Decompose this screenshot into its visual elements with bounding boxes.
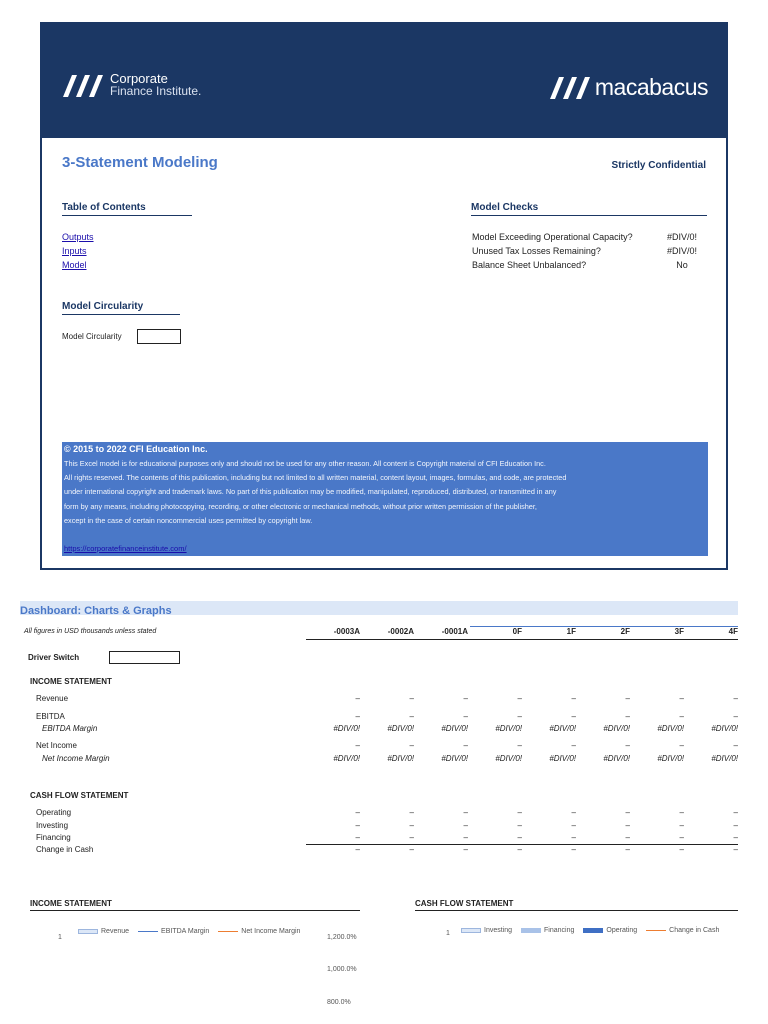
legend-label: EBITDA Margin bbox=[161, 928, 210, 935]
total-rule bbox=[306, 844, 738, 845]
y-tick: 1,000.0% bbox=[327, 966, 357, 973]
legend-swatch bbox=[138, 931, 158, 932]
row-value: – bbox=[571, 833, 576, 842]
table-row bbox=[0, 724, 768, 736]
row-value: #DIV/0! bbox=[657, 754, 684, 763]
row-value: – bbox=[625, 712, 630, 721]
circularity-label: Model Circularity bbox=[62, 332, 122, 341]
row-value: – bbox=[571, 845, 576, 854]
table-row bbox=[0, 845, 768, 857]
row-value: – bbox=[355, 821, 360, 830]
row-value: #DIV/0! bbox=[495, 754, 522, 763]
row-value: – bbox=[409, 741, 414, 750]
row-label: EBITDA Margin bbox=[42, 724, 98, 733]
macabacus-logo bbox=[547, 72, 708, 102]
row-value: – bbox=[517, 845, 522, 854]
legend-swatch bbox=[218, 931, 238, 932]
legend-item bbox=[646, 927, 719, 934]
row-value: – bbox=[733, 845, 738, 854]
column-header: -0003A bbox=[333, 627, 360, 636]
legend-swatch bbox=[583, 928, 603, 933]
legend-swatch bbox=[78, 929, 98, 934]
row-value: – bbox=[571, 694, 576, 703]
row-value: – bbox=[463, 694, 468, 703]
legend-label: Financing bbox=[544, 927, 575, 934]
header-rule bbox=[470, 639, 738, 640]
copyright-heading: © 2015 to 2022 CFI Education Inc. bbox=[64, 444, 208, 454]
toc-link-inputs[interactable]: Inputs bbox=[62, 246, 87, 256]
row-label: EBITDA bbox=[36, 712, 65, 721]
toc-link-model[interactable]: Model bbox=[62, 260, 87, 270]
row-label: Investing bbox=[36, 821, 69, 830]
row-value: – bbox=[409, 808, 414, 817]
income-chart-axis-label: 1 bbox=[58, 934, 62, 941]
column-header: 1F bbox=[566, 627, 576, 636]
income-chart-legend bbox=[78, 928, 309, 935]
row-value: #DIV/0! bbox=[657, 724, 684, 733]
row-value: #DIV/0! bbox=[603, 724, 630, 733]
row-value: #DIV/0! bbox=[333, 754, 360, 763]
table-row bbox=[0, 741, 768, 753]
row-value: #DIV/0! bbox=[495, 724, 522, 733]
row-value: – bbox=[517, 712, 522, 721]
circularity-heading: Model Circularity bbox=[62, 301, 180, 315]
check-value: No bbox=[676, 260, 688, 270]
dashboard-title: Dashboard: Charts & Graphs bbox=[20, 605, 172, 617]
row-value: – bbox=[355, 808, 360, 817]
row-value: – bbox=[679, 808, 684, 817]
row-value: – bbox=[571, 808, 576, 817]
legend-swatch bbox=[461, 928, 481, 933]
income-chart-heading: INCOME STATEMENT bbox=[30, 899, 360, 911]
row-value: – bbox=[679, 694, 684, 703]
brand-left-line1: Corporate bbox=[110, 71, 168, 86]
website-link[interactable]: https://corporatefinanceinstitute.com/ bbox=[64, 544, 187, 553]
cash-heading: CASH FLOW STATEMENT bbox=[30, 791, 129, 800]
row-value: – bbox=[679, 741, 684, 750]
income-heading-row bbox=[0, 677, 768, 689]
copyright-line: This Excel model is for educational purposes only and should not be used for any other reason. All content is Copyright material of CFI Education Inc. bbox=[64, 459, 546, 468]
row-value: – bbox=[679, 833, 684, 842]
legend-label: Net Income Margin bbox=[241, 928, 301, 935]
row-value: – bbox=[679, 712, 684, 721]
legend-label: Operating bbox=[606, 927, 638, 934]
row-value: – bbox=[409, 694, 414, 703]
legend-swatch bbox=[521, 928, 541, 933]
column-header: -0002A bbox=[387, 627, 414, 636]
checks-heading: Model Checks bbox=[471, 202, 707, 216]
check-row bbox=[472, 260, 702, 270]
table-row bbox=[0, 694, 768, 706]
row-value: – bbox=[409, 833, 414, 842]
row-value: – bbox=[625, 808, 630, 817]
copyright-line: under international copyright and trademark laws. No part of this publication may be modified, manipulated, reproduced, distributed, or transmitted in any bbox=[64, 487, 557, 497]
row-value: – bbox=[355, 741, 360, 750]
row-value: #DIV/0! bbox=[711, 724, 738, 733]
column-header: 2F bbox=[620, 627, 630, 636]
check-value: #DIV/0! bbox=[666, 246, 697, 256]
legend-label: Revenue bbox=[101, 928, 130, 935]
cash-chart-axis-label: 1 bbox=[446, 930, 450, 937]
row-label: Net Income bbox=[36, 741, 77, 750]
row-value: – bbox=[517, 821, 522, 830]
row-value: – bbox=[517, 741, 522, 750]
driver-switch-label: Driver Switch bbox=[28, 653, 80, 662]
row-value: – bbox=[463, 741, 468, 750]
copyright-block bbox=[62, 442, 708, 556]
row-label: Change in Cash bbox=[36, 845, 94, 854]
check-row bbox=[472, 246, 702, 256]
row-value: – bbox=[571, 821, 576, 830]
row-value: – bbox=[517, 833, 522, 842]
row-label: Net Income Margin bbox=[42, 754, 110, 763]
row-value: – bbox=[409, 712, 414, 721]
row-value: #DIV/0! bbox=[549, 754, 576, 763]
row-value: – bbox=[463, 833, 468, 842]
cover-sheet bbox=[40, 22, 728, 570]
row-value: – bbox=[625, 694, 630, 703]
income-heading: INCOME STATEMENT bbox=[30, 677, 112, 686]
row-value: #DIV/0! bbox=[603, 754, 630, 763]
row-value: – bbox=[463, 808, 468, 817]
row-value: – bbox=[355, 694, 360, 703]
table-row bbox=[0, 808, 768, 820]
row-value: #DIV/0! bbox=[387, 754, 414, 763]
header-rule bbox=[306, 639, 470, 640]
column-header: -0001A bbox=[441, 627, 468, 636]
row-value: – bbox=[733, 821, 738, 830]
brand-left-line2: Finance Institute. bbox=[110, 84, 202, 98]
copyright-line: except in the case of certain noncommercial uses permitted by copyright law. bbox=[64, 515, 313, 525]
row-value: – bbox=[463, 712, 468, 721]
check-row bbox=[472, 232, 702, 242]
row-value: #DIV/0! bbox=[441, 754, 468, 763]
row-label: Revenue bbox=[36, 694, 69, 703]
legend-item bbox=[78, 928, 129, 935]
row-value: #DIV/0! bbox=[387, 724, 414, 733]
dashboard-header bbox=[20, 601, 738, 615]
row-value: – bbox=[409, 821, 414, 830]
legend-item bbox=[521, 927, 574, 934]
row-value: – bbox=[355, 845, 360, 854]
macabacus-logo-icon bbox=[547, 72, 593, 102]
row-value: #DIV/0! bbox=[549, 724, 576, 733]
row-value: #DIV/0! bbox=[711, 754, 738, 763]
row-value: – bbox=[733, 712, 738, 721]
driver-switch-input[interactable] bbox=[109, 651, 180, 664]
legend-item bbox=[138, 928, 209, 935]
row-value: – bbox=[463, 845, 468, 854]
column-header: 0F bbox=[512, 627, 522, 636]
legend-item bbox=[461, 927, 512, 934]
copyright-line: All rights reserved. The contents of this publication, including but not limited to all written material, content layout, images, formulas, and code, are protected bbox=[64, 473, 567, 483]
row-value: – bbox=[409, 845, 414, 854]
toc-heading: Table of Contents bbox=[62, 202, 192, 216]
row-label: Financing bbox=[36, 833, 71, 842]
row-value: – bbox=[625, 821, 630, 830]
confidential-label: Strictly Confidential bbox=[611, 160, 706, 171]
column-header: 3F bbox=[674, 627, 684, 636]
row-value: – bbox=[517, 694, 522, 703]
row-value: – bbox=[679, 821, 684, 830]
check-label: Balance Sheet Unbalanced? bbox=[472, 260, 587, 270]
check-label: Unused Tax Losses Remaining? bbox=[472, 246, 601, 256]
row-value: – bbox=[625, 845, 630, 854]
row-value: – bbox=[733, 694, 738, 703]
row-value: – bbox=[733, 741, 738, 750]
row-value: – bbox=[571, 741, 576, 750]
cfi-logo-icon bbox=[60, 70, 106, 100]
table-row bbox=[0, 712, 768, 724]
row-value: #DIV/0! bbox=[333, 724, 360, 733]
row-value: – bbox=[733, 833, 738, 842]
toc-link-outputs[interactable]: Outputs bbox=[62, 232, 94, 242]
row-label: Operating bbox=[36, 808, 72, 817]
row-value: – bbox=[625, 833, 630, 842]
cash-chart-heading: CASH FLOW STATEMENT bbox=[415, 899, 738, 911]
row-value: – bbox=[517, 808, 522, 817]
row-value: – bbox=[355, 833, 360, 842]
page-title: 3-Statement Modeling bbox=[62, 154, 218, 171]
row-value: – bbox=[733, 808, 738, 817]
legend-label: Investing bbox=[484, 927, 513, 934]
row-value: – bbox=[571, 712, 576, 721]
circularity-input[interactable] bbox=[137, 329, 181, 344]
table-row bbox=[0, 754, 768, 766]
table-row bbox=[0, 821, 768, 833]
units-note: All figures in USD thousands unless stated bbox=[24, 628, 157, 635]
check-value: #DIV/0! bbox=[666, 232, 697, 242]
row-value: – bbox=[679, 845, 684, 854]
y-tick: 1,200.0% bbox=[327, 934, 357, 941]
header-banner bbox=[42, 24, 726, 138]
y-tick: 800.0% bbox=[327, 999, 351, 1006]
row-value: – bbox=[625, 741, 630, 750]
cash-chart-legend bbox=[461, 927, 728, 934]
row-value: #DIV/0! bbox=[441, 724, 468, 733]
legend-swatch bbox=[646, 930, 666, 931]
cfi-logo bbox=[60, 70, 201, 100]
cash-heading-row bbox=[0, 791, 768, 803]
check-label: Model Exceeding Operational Capacity? bbox=[472, 232, 633, 242]
brand-right: macabacus bbox=[594, 73, 708, 100]
row-value: – bbox=[355, 712, 360, 721]
legend-item bbox=[218, 928, 300, 935]
row-value: – bbox=[463, 821, 468, 830]
legend-label: Change in Cash bbox=[669, 927, 720, 934]
copyright-line: form by any means, including photocopying, recording, or other electronic or mechanical methods, without prior written permission of the publisher, bbox=[64, 501, 537, 511]
legend-item bbox=[583, 927, 637, 934]
column-header: 4F bbox=[728, 627, 738, 636]
